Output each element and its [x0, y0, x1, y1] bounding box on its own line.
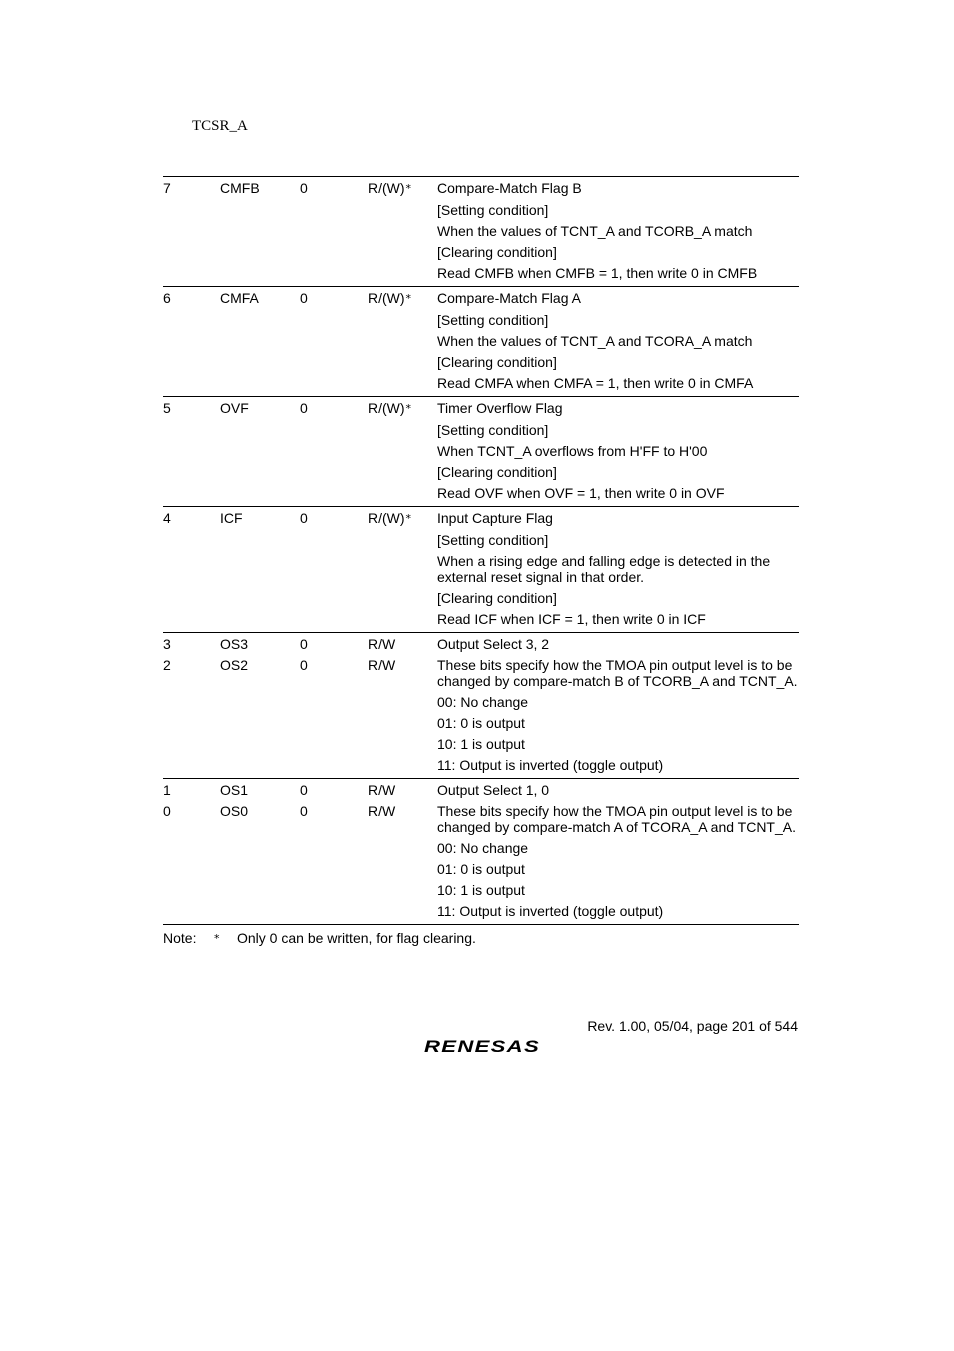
bit-group: [163, 397, 799, 507]
bit-cell: 1: [163, 782, 171, 798]
table-row: [163, 552, 799, 589]
bit-name-cell: OS1: [220, 782, 249, 798]
rw-cell: R/(W)*: [368, 510, 412, 526]
initial-value-cell: 0: [300, 400, 308, 416]
initial-value-cell: 0: [300, 657, 308, 673]
description-cell: 01: 0 is output: [437, 861, 525, 877]
rw-cell: R/(W)*: [368, 400, 412, 416]
description-cell: These bits specify how the TMOA pin output level is to be changed by compare-match B of TCORB_A and TCNT_A.: [437, 657, 798, 689]
table-row: [163, 484, 799, 505]
description-cell: When the values of TCNT_A and TCORA_A match: [437, 333, 753, 349]
initial-value-cell: 0: [300, 636, 308, 652]
table-body: [163, 177, 799, 925]
table-note: [163, 930, 476, 948]
description-cell: 11: Output is inverted (toggle output): [437, 757, 664, 773]
rw-asterisk: *: [405, 182, 412, 195]
initial-value-cell: 0: [300, 510, 308, 526]
table-row: [163, 860, 799, 881]
table-row: [163, 421, 799, 442]
table-row: [163, 463, 799, 484]
bit-cell: 7: [163, 180, 171, 196]
bit-cell: 4: [163, 510, 171, 526]
rw-asterisk: *: [405, 402, 412, 415]
description-cell: [Clearing condition]: [437, 354, 557, 370]
rw-asterisk: *: [405, 292, 412, 305]
description-cell: 00: No change: [437, 840, 529, 856]
table-row: [163, 902, 799, 923]
rw-cell: R/W: [368, 782, 396, 798]
description-cell: Read OVF when OVF = 1, then write 0 in OVF: [437, 485, 725, 501]
description-cell: [Setting condition]: [437, 422, 549, 438]
bit-group: [163, 633, 799, 779]
rw-cell: R/W: [368, 803, 396, 819]
description-cell: [Setting condition]: [437, 202, 549, 218]
register-bit-table: [163, 176, 799, 925]
description-cell: Compare-Match Flag B: [437, 180, 582, 196]
bit-name-cell: ICF: [220, 510, 243, 526]
table-row: [163, 289, 799, 311]
description-cell: Read ICF when ICF = 1, then write 0 in ICF: [437, 611, 706, 627]
table-row: [163, 589, 799, 610]
table-row: [163, 531, 799, 552]
rw-cell: R/W: [368, 636, 396, 652]
table-row: [163, 735, 799, 756]
bit-cell: 0: [163, 803, 171, 819]
table-row: [163, 399, 799, 421]
table-row: [163, 839, 799, 860]
table-row: [163, 311, 799, 332]
description-cell: When a rising edge and falling edge is detected in the external reset signal in that order.: [437, 553, 771, 585]
bit-name-cell: OS3: [220, 636, 249, 652]
table-row: [163, 635, 799, 656]
description-cell: When the values of TCNT_A and TCORB_A match: [437, 223, 753, 239]
description-cell: Output Select 3, 2: [437, 636, 550, 652]
description-cell: 10: 1 is output: [437, 882, 525, 898]
bit-group: [163, 177, 799, 287]
rw-asterisk: *: [405, 512, 412, 525]
bit-name-cell: OS2: [220, 657, 249, 673]
table-row: [163, 179, 799, 201]
bit-group: [163, 779, 799, 925]
description-cell: [Setting condition]: [437, 532, 549, 548]
description-cell: Read CMFB when CMFB = 1, then write 0 in CMFB: [437, 265, 758, 281]
description-cell: When TCNT_A overflows from H'FF to H'00: [437, 443, 708, 459]
initial-value-cell: 0: [300, 782, 308, 798]
description-cell: 00: No change: [437, 694, 529, 710]
bit-name-cell: CMFA: [220, 290, 259, 306]
description-cell: Compare-Match Flag A: [437, 290, 581, 306]
table-row: [163, 802, 799, 839]
bit-group: [163, 287, 799, 397]
description-cell: [Setting condition]: [437, 312, 549, 328]
bit-cell: 6: [163, 290, 171, 306]
table-row: [163, 509, 799, 531]
table-row: [163, 610, 799, 631]
table-row: [163, 781, 799, 802]
description-cell: 10: 1 is output: [437, 736, 525, 752]
page-footer-info: Rev. 1.00, 05/04, page 201 of 544: [587, 1018, 798, 1034]
table-row: [163, 201, 799, 222]
section-title: TCSR_A: [192, 118, 248, 134]
table-row: [163, 656, 799, 693]
description-cell: Timer Overflow Flag: [437, 400, 563, 416]
note-asterisk: *: [214, 932, 220, 945]
rw-cell: R/W: [368, 657, 396, 673]
description-cell: Input Capture Flag: [437, 510, 553, 526]
initial-value-cell: 0: [300, 180, 308, 196]
renesas-logo: [422, 1036, 542, 1056]
description-cell: [Clearing condition]: [437, 244, 557, 260]
description-cell: [Clearing condition]: [437, 590, 557, 606]
table-row: [163, 243, 799, 264]
table-row: [163, 353, 799, 374]
initial-value-cell: 0: [300, 803, 308, 819]
table-row: [163, 693, 799, 714]
logo-wordmark: RENESAS: [424, 1037, 540, 1056]
rw-cell: R/(W)*: [368, 180, 412, 196]
description-cell: Output Select 1, 0: [437, 782, 550, 798]
description-cell: Read CMFA when CMFA = 1, then write 0 in CMFA: [437, 375, 754, 391]
table-row: [163, 332, 799, 353]
bit-name-cell: OS0: [220, 803, 249, 819]
bit-cell: 2: [163, 657, 171, 673]
table-row: [163, 756, 799, 777]
description-cell: These bits specify how the TMOA pin output level is to be changed by compare-match A of TCORA_A and TCNT_A.: [437, 803, 796, 835]
bit-cell: 5: [163, 400, 171, 416]
description-cell: [Clearing condition]: [437, 464, 557, 480]
rw-cell: R/(W)*: [368, 290, 412, 306]
bit-cell: 3: [163, 636, 171, 652]
bit-name-cell: CMFB: [220, 180, 260, 196]
table-row: [163, 264, 799, 285]
bit-name-cell: OVF: [220, 400, 249, 416]
table-row: [163, 714, 799, 735]
description-cell: 11: Output is inverted (toggle output): [437, 903, 664, 919]
table-row: [163, 374, 799, 395]
table-row: [163, 881, 799, 902]
note-label: Note:: [163, 930, 197, 946]
note-text: Only 0 can be written, for flag clearing.: [237, 930, 476, 946]
table-row: [163, 222, 799, 243]
table-row: [163, 442, 799, 463]
bit-group: [163, 507, 799, 633]
initial-value-cell: 0: [300, 290, 308, 306]
description-cell: 01: 0 is output: [437, 715, 525, 731]
